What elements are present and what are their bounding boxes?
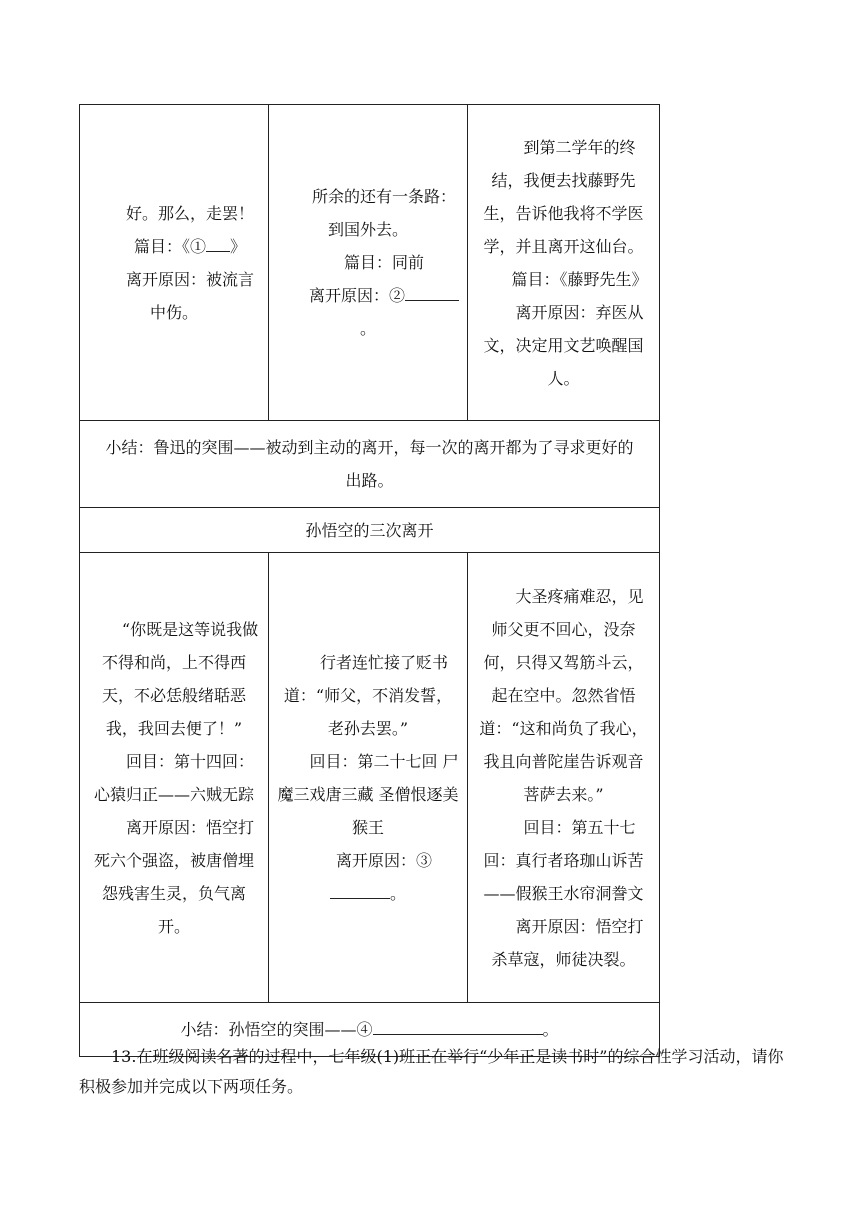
quote-text: 所余的还有一条路：到国外去。 <box>311 187 456 239</box>
reason-end: 。 <box>389 883 406 903</box>
table-row <box>80 553 660 1003</box>
reason-text: 离开原因：悟空打死六个强盗，被唐僧埋怨残害生灵，负气离开。 <box>93 817 254 936</box>
table-row <box>80 105 660 421</box>
chapter-text: 回目：第十四回：心猿归正——六贼无踪 <box>93 751 254 804</box>
reason-label: 离开原因：② <box>309 286 406 305</box>
reason-text: 离开原因：被流言中伤。 <box>125 269 254 322</box>
answer-blank-4[interactable] <box>373 1018 543 1035</box>
chapter-text <box>88 230 260 263</box>
question-13: 13.在班级阅读名著的过程中，七年级(1)班正在举行“少年正是读书时”的综合性学习活动，请你积极参加并完成以下两项任务。 <box>79 1047 784 1096</box>
reason-text <box>277 279 459 345</box>
reading-table <box>79 104 660 1057</box>
quote-text: “你既是这等说我做不得和尚，上不得西天，不必恁般绪聒恶我，我回去便了！” <box>101 619 259 738</box>
luxun-cell-2 <box>269 105 468 421</box>
answer-blank-2[interactable] <box>405 284 459 301</box>
quote-text: 行者连忙接了贬书道：“师父，不消发誓，老孙去罢。” <box>283 652 453 738</box>
table-row <box>80 508 660 553</box>
wukong-cell-2 <box>269 553 468 1003</box>
answer-blank-1[interactable] <box>206 235 230 252</box>
summary-label: 小结：孙悟空的突围——④ <box>180 1020 373 1039</box>
luxun-cell-1 <box>80 105 269 421</box>
reason-text <box>277 844 459 910</box>
reason-label: 离开原因：③ <box>335 850 432 870</box>
reason-text: 离开原因：悟空打杀草寇，师徒决裂。 <box>491 916 644 969</box>
chapter-text: 篇目：《藤野先生》 <box>511 269 648 289</box>
answer-blank-3[interactable] <box>330 882 390 899</box>
wukong-header: 孙悟空的三次离开 <box>80 508 660 553</box>
quote-text: 大圣疼痛难忍，见师父更不回心，没奈何，只得又驾筋斗云，起在空中。忽然省悟道：“这和尚负了我心，我且向普陀崖告诉观音菩萨去来。” <box>479 586 648 804</box>
chapter-label: 篇目：《① <box>133 236 206 256</box>
chapter-end: 》 <box>230 236 247 256</box>
luxun-cell-3 <box>468 105 660 421</box>
quote-text: 到第二学年的终结，我便去找藤野先生，告诉他我将不学医学，并且离开这仙台。 <box>483 137 644 256</box>
table-row <box>80 421 660 508</box>
reason-end: 。 <box>359 319 376 338</box>
reason-text: 离开原因：弃医从文，决定用文艺唤醒国人。 <box>483 302 644 388</box>
wukong-cell-1 <box>80 553 269 1003</box>
chapter-text: 回目：第二十七回 尸魔三戏唐三藏 圣僧恨逐美猴王 <box>277 751 459 837</box>
chapter-text: 篇目：同前 <box>343 253 424 272</box>
chapter-text: 回目：第五十七回：真行者珞珈山诉苦——假猴王水帘洞誊文 <box>483 817 644 903</box>
luxun-summary: 小结：鲁迅的突围——被动到主动的离开，每一次的离开都为了寻求更好的出路。 <box>80 421 660 508</box>
summary-end: 。 <box>542 1020 559 1039</box>
quote-text: 好。那么，走罢！ <box>125 203 254 223</box>
wukong-cell-3 <box>468 553 660 1003</box>
